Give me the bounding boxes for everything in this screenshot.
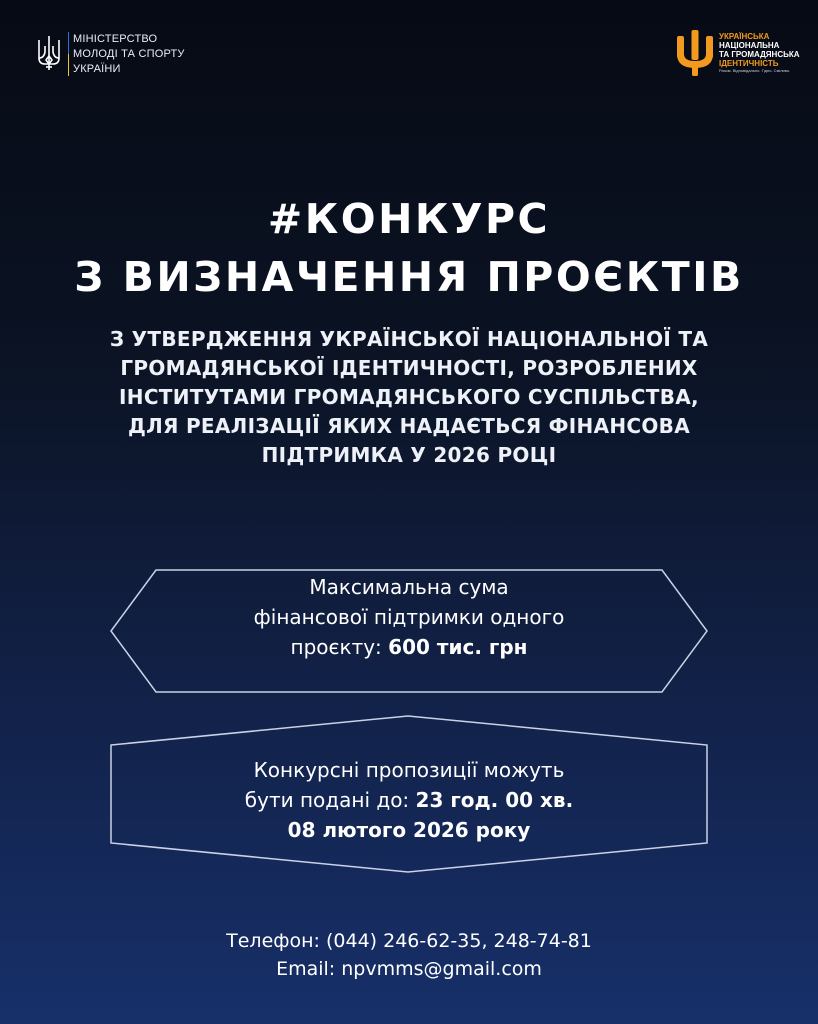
deadline-text: [108, 755, 710, 845]
ministry-name: [73, 32, 185, 77]
ministry-name-line: МОЛОДІ ТА СПОРТУ: [73, 48, 185, 60]
flag-divider: [68, 32, 69, 76]
page-title: [0, 190, 818, 306]
identity-name-line: УКРАЇНСЬКА: [719, 32, 770, 41]
ministry-name-line: УКРАЇНИ: [73, 63, 121, 75]
identity-name-line: ТА ГРОМАДЯНСЬКА: [719, 50, 800, 59]
ministry-name-line: МІНІСТЕРСТВО: [73, 33, 158, 45]
deadline-date: 08 лютого 2026 року: [287, 818, 531, 842]
max-amount-value: 600 тис. грн: [388, 635, 528, 659]
deadline-line: [108, 785, 710, 815]
max-amount-box: [108, 567, 710, 695]
deadline-box: [108, 713, 710, 875]
title-line-1: #КОНКУРС: [267, 195, 551, 243]
deadline-time: 23 год. 00 хв.: [415, 788, 574, 812]
subtitle-line: З УТВЕРДЖЕННЯ УКРАЇНСЬКОЇ НАЦІОНАЛЬНОЇ ТА: [109, 327, 709, 351]
subtitle-line: ПІДТРИМКА У 2026 РОЦІ: [261, 443, 557, 467]
title-line-2: З ВИЗНАЧЕННЯ ПРОЄКТІВ: [74, 253, 744, 301]
max-amount-label: проєкту:: [290, 635, 389, 659]
deadline-label: бути подані до:: [244, 788, 416, 812]
subtitle-line: ГРОМАДЯНСЬКОЇ ІДЕНТИЧНОСТІ, РОЗРОБЛЕНИХ: [120, 356, 698, 380]
max-amount-text: [108, 572, 710, 662]
trident-icon: [36, 34, 62, 72]
identity-name: [719, 32, 800, 74]
email-text: Email: npvmms@gmail.com: [276, 958, 542, 980]
max-amount-line: Максимальна сума: [309, 575, 509, 599]
ministry-logo: [36, 32, 185, 77]
identity-logo-icon: [675, 30, 715, 76]
deadline-line: [108, 815, 710, 845]
subtitle-line: ІНСТИТУТАМИ ГРОМАДЯНСЬКОГО СУСПІЛЬСТВА,: [119, 385, 699, 409]
page-subtitle: [40, 325, 778, 470]
subtitle-line: ДЛЯ РЕАЛІЗАЦІЇ ЯКИХ НАДАЄТЬСЯ ФІНАНСОВА: [127, 414, 691, 438]
contacts: [0, 927, 818, 983]
phone-text: Телефон: (044) 246-62-35, 248-74-81: [226, 930, 592, 952]
identity-name-line: НАЦІОНАЛЬНА: [719, 41, 780, 50]
max-amount-line: фінансової підтримки одного: [253, 605, 565, 629]
identity-name-line: ІДЕНТИЧНІСТЬ: [719, 59, 779, 68]
deadline-line: Конкурсні пропозиції можуть: [253, 758, 565, 782]
identity-tagline: Разом. Відповідально. Гідно. Сміливо.: [719, 68, 791, 73]
max-amount-line: [108, 632, 710, 662]
identity-logo: [675, 30, 800, 76]
